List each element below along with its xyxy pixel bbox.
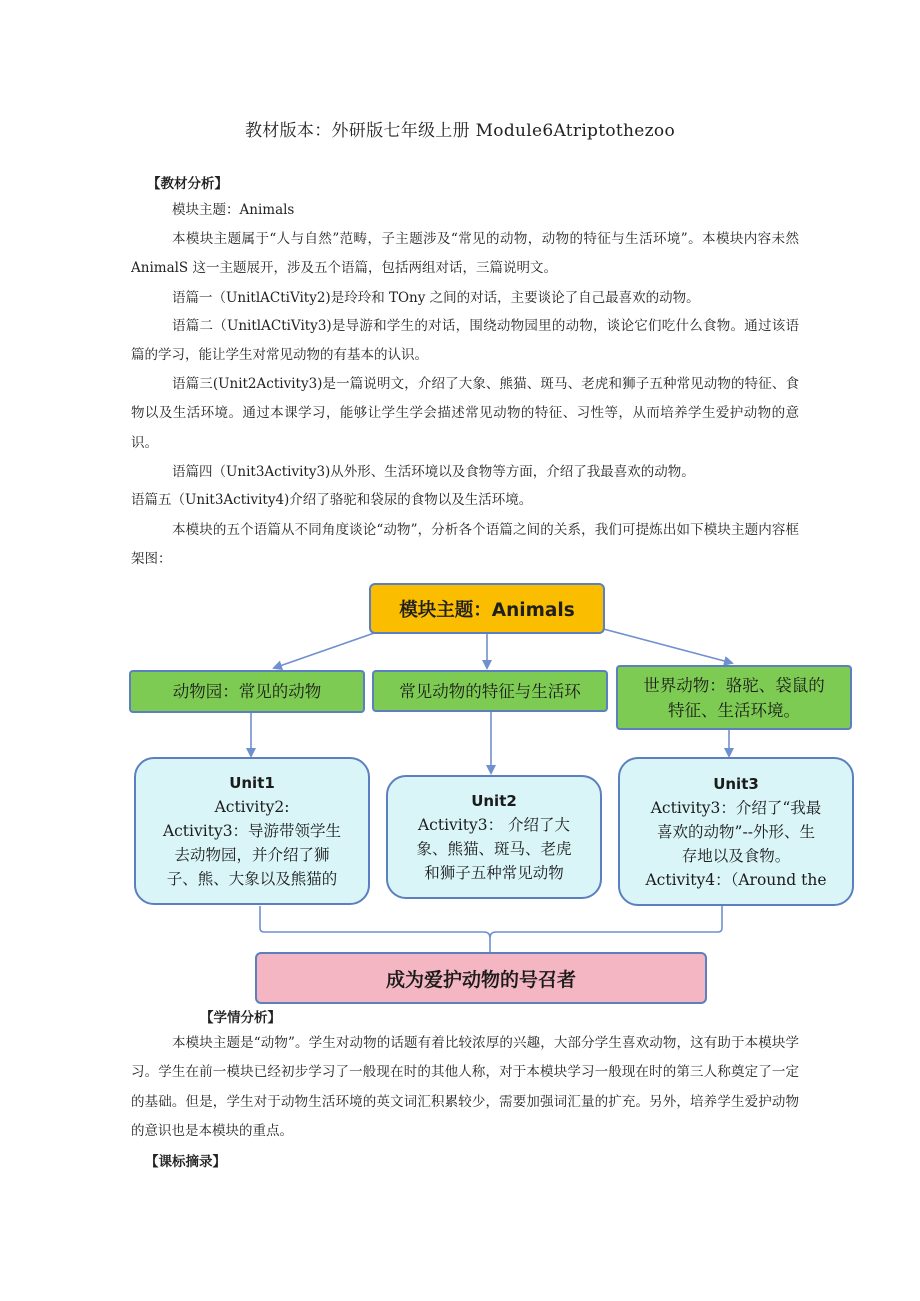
diagram-world-animals-line1: 世界动物：骆驼、袋鼠的 [643,675,825,695]
diagram-unit1-line1: Activity2: [214,798,290,816]
diagram-bottom-goal-box [255,952,707,1004]
diagram-features-theme-text: 常见动物的特征与生活环 [399,681,581,701]
diagram-unit2-box [386,775,602,899]
diagram-unit1-title: Unit1 [229,774,275,792]
diagram-unit3-line1: Activity3：介绍了“我最 [650,798,822,817]
diagram-unit2-line1: Activity3： 介绍了大 [417,816,571,834]
diagram-unit3-box [618,757,854,906]
brace-connector [260,906,722,952]
diagram-unit1-line3: 去动物园，并介绍了狮 [174,846,330,864]
diagram-unit2-title: Unit2 [471,792,517,810]
paragraph-text-4: 语篇四（Unit3Activity3)从外形、生活环境以及食物等方面，介绍了我最喜欢的动物。 [172,464,695,480]
diagram-world-animals-box [616,665,852,730]
section-heading-standards: 【课标摘录】 [145,1154,226,1170]
document-title: 教材版本：外研版七年级上册 Module6Atriptothezoo [245,121,675,141]
section-heading-students: 【学情分析】 [200,1010,281,1026]
paragraph-text-5: 语篇五（Unit3Activity4)介绍了骆驼和袋尿的食物以及生活环境。 [131,492,533,508]
arrow-top-to-left [274,631,380,668]
paragraph-text-1: 语篇一（UnitlACtiVity2)是玲玲和 TOny 之间的对话，主要谈论了自己最喜欢的动物。 [172,290,700,306]
paragraph-framework-intro: 本模块的五个语篇从不同角度谈论“动物”，分析各个语篇之间的关系，我们可提炼出如下模块主题内容框架图： [131,522,799,568]
diagram-unit2-line2: 象、熊猫、斑马、老虎 [416,840,572,858]
diagram-unit3-title: Unit3 [713,774,759,793]
diagram-features-theme-box [372,670,608,712]
diagram-world-animals-line2: 特征、生活环境。 [668,700,800,720]
paragraph-theme-intro: 本模块主题属于“人与自然”范畴，子主题涉及“常见的动物，动物的特征与生活环境”。本模块内容未然 AnimalS 这一主题展开，涉及五个语篇，包括两组对话，三篇说明文。 [131,231,799,277]
diagram-unit3-line2: 喜欢的动物”--外形、生 [657,822,815,841]
diagram-top-theme-box [369,583,605,634]
diagram-unit1-line4: 子、熊、大象以及熊猫的 [166,870,338,888]
diagram-bottom-goal-text: 成为爱护动物的号召者 [385,968,576,991]
paragraph-text-3: 语篇三(Unit2Activity3)是一篇说明文，介绍了大象、熊猫、斑马、老虎和狮子五种常见动物的特征、食物以及生活环境。通过本课学习，能够让学生学会描述常见动物的特征、习性等，从而培养学生爱护动物的意识。 [131,376,799,451]
paragraph-student-analysis: 本模块主题是“动物”。学生对动物的话题有着比较浓厚的兴趣，大部分学生喜欢动物，这有助于本模块学习。学生在前一模块已经初步学习了一般现在时的其他人称，对于本模块学习一般现在时的第三人称奠定了一定的基础。但是，学生对于动物生活环境的英文词汇积累较少，需要加强词汇量的扩充。另外，培养学生爱护动物的意识也是本模块的重点。 [131,1035,799,1140]
section-heading-analysis: 【教材分析】 [147,176,228,192]
diagram-zoo-theme-text: 动物园：常见的动物 [172,682,322,701]
diagram-unit3-line3: 存地以及食物。 [681,846,791,865]
diagram-zoo-theme-box [129,670,365,713]
diagram-top-theme-text: 模块主题：Animals [399,599,575,621]
diagram-unit1-box [134,757,370,905]
diagram-unit3-line4: Activity4：（Around the [645,870,827,889]
diagram-unit1-line2: Activity3：导游带领学生 [162,822,342,840]
arrow-top-to-right [596,627,732,663]
diagram-unit2-line3: 和狮子五种常见动物 [424,864,564,882]
paragraph-module-theme: 模块主题：Animals [172,202,295,218]
paragraph-text-2: 语篇二（UnitlACtiVity3)是导游和学生的对话，围绕动物园里的动物，谈论它们吃什么食物。通过该语篇的学习，能让学生对常见动物的有基本的认识。 [131,318,799,364]
